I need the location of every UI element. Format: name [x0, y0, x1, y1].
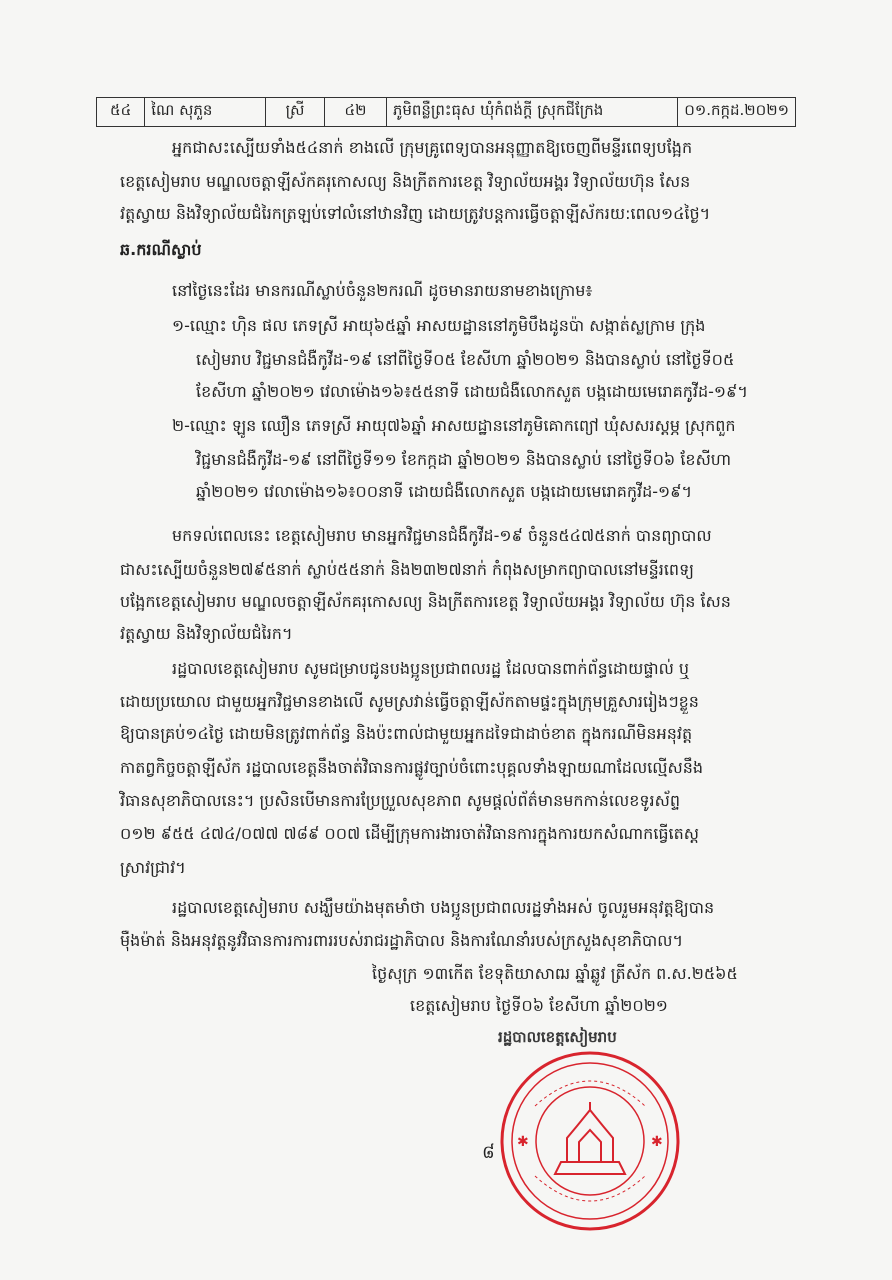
para2-line: មកទល់ពេលនេះ ខេត្តសៀមរាប មានអ្នកវិជ្ជមានជំងឺកូវីដ-១៩ ចំនួន៥៤៧៥នាក់ បានព្យាបាល [172, 526, 712, 545]
case1-line: ១-ឈ្មោះ ហ៊ិន ផល ភេទស្រី អាយុ៦៥ឆ្នាំ អាសយដ្ឋាននៅភូមិបឹងដូនប៉ា សង្កាត់ស្លក្រាម ក្រុង [172, 316, 706, 335]
table-cell-age: ៤២ [325, 98, 387, 127]
date-lunar: ថ្ងៃសុក្រ ១៣កើត ខែទុតិយាសាឍ ឆ្នាំឆ្លូវ ត្រីស័ក ព.ស.២៥៦៥ [372, 964, 738, 983]
table-cell-sex: ស្រី [265, 98, 325, 127]
table-cell-date: ០១.កក្កដ.២០២១ [678, 98, 796, 127]
case-table [96, 97, 796, 127]
para1-line: វត្តស្វាយ និងវិទ្យាល័យជំរៃកត្រឡប់ទៅលំនៅឋានវិញ ដោយត្រូវបន្តការធ្វើចត្តាឡីស័ករយ:ពេល១៤ថ្ងៃ។ [120, 204, 711, 223]
case1-line: ខែសីហា ឆ្នាំ២០២១ វេលាម៉ោង១៦៖៥៥នាទី ដោយជំងឺលោកសួត បង្កដោយមេរោគកូវីដ-១៩។ [196, 382, 748, 401]
case2-line: ២-ឈ្មោះ ឡូន ឈឿន ភេទស្រី អាយុ៧៦ឆ្នាំ អាសយដ្ឋាននៅភូមិគោកព្យៅ ឃុំសសរស្តម្ភ ស្រុកពួក [172, 416, 736, 435]
case1-line: សៀមរាប វិជ្ជមានជំងឺកូវីដ-១៩ នៅពីថ្ងៃទី០៥ ខែសីហា ឆ្នាំ២០២១ និងបានស្លាប់ នៅថ្ងៃទី០៥ [196, 350, 735, 369]
para3-line: រដ្ឋបាលខេត្តសៀមរាប សូមជម្រាបជូនបងប្អូនប្រជាពលរដ្ឋ ដែលបានពាក់ព័ន្ធដោយផ្ទាល់ ឬ [172, 659, 690, 678]
para2-line: វត្តស្វាយ និងវិទ្យាល័យជំរៃក។ [120, 624, 293, 643]
table-cell-name: ណៃ សុភួន [145, 98, 266, 127]
para4-line: ម៉ឺងម៉ាត់ និងអនុវត្តនូវវិធានការការពាររបស់រាជរដ្ឋាភិបាល និងការណែនាំរបស់ក្រសួងសុខាភិបាល។ [120, 931, 683, 950]
svg-text:✱: ✱ [517, 1134, 529, 1150]
section-heading: ឆ.ករណីស្លាប់ [120, 240, 202, 259]
para4-line: រដ្ឋបាលខេត្តសៀមរាប សង្ឃឹមយ៉ាងមុតមាំថា បងប្អូនប្រជាពលរដ្ឋទាំងអស់ ចូលរួមអនុវត្តឱ្យបាន [172, 898, 715, 917]
seal-title: រដ្ឋបាលខេត្តសៀមរាប [498, 1028, 617, 1046]
para2-line: ជាសះស្បើយចំនួន២៧៩៥នាក់ ស្លាប់៥៥នាក់ និង២៣២៧នាក់ កំពុងសម្រាកព្យាបាលនៅមន្ទីរពេទ្យ [120, 560, 695, 579]
para3-line: ស្រាវជ្រាវ។ [120, 858, 186, 877]
table-cell-number: ៥៤ [97, 98, 145, 127]
para3-line: ឱ្យបានគ្រប់១៤ថ្ងៃ ដោយមិនត្រូវពាក់ព័ន្ធ និងប៉ះពាល់ជាមួយអ្នកដទៃជាដាច់ខាត ក្នុងករណីមិនអនុវត្ត [120, 724, 693, 743]
table-row [97, 98, 796, 127]
official-seal-stamp [495, 1046, 685, 1236]
para3-line: កាតព្វកិច្ចចត្តាឡីស័ក រដ្ឋបាលខេត្តនឹងចាត់វិធានការផ្លូវច្បាប់ចំពោះបុគ្គលទាំងឡាយណាដែលល្មើសនឹង [120, 758, 704, 777]
table-cell-address: ភូមិពន្លឺព្រះធុស ឃុំកំពង់ក្តី ស្រុកជីក្រែង [386, 98, 677, 127]
date-solar: ខេត្តសៀមរាប ថ្ងៃទី០៦ ខែសីហា ឆ្នាំ២០២១ [410, 996, 668, 1015]
page-number: ៨ [482, 1142, 495, 1163]
case2-line: ឆ្នាំ២០២១ វេលាម៉ោង១៦៖០០នាទី ដោយជំងឺលោកសួត បង្កដោយមេរោគកូវីដ-១៩។ [196, 482, 693, 501]
svg-text:✱: ✱ [651, 1134, 663, 1150]
para1-line: អ្នកជាសះស្បើយទាំង៥៤នាក់ ខាងលើ ក្រុមគ្រូពេទ្យបានអនុញ្ញាតឱ្យចេញពីមន្ទីរពេទ្យបង្អែក [172, 138, 693, 157]
para3-line: ដោយប្រយោល ជាមួយអ្នកវិជ្ជមានខាងលើ សូមស្រវាន់ធ្វើចត្តាឡីស័កតាមផ្ទះក្នុងក្រុមគ្រួសាររៀងៗខ្លួន [120, 692, 699, 711]
intro-line: នៅថ្ងៃនេះដែរ មានករណីស្លាប់ចំនួន២ករណី ដូចមានរាយនាមខាងក្រោម៖ [172, 281, 593, 300]
para3-line: វិធានសុខាភិបាលនេះ។ ប្រសិនបើមានការប្រែប្រួលសុខភាព សូមផ្តល់ព័ត៌មានមកកាន់លេខទូរស័ព្ទ [120, 791, 681, 810]
para1-line: ខេត្តសៀមរាប មណ្ឌលចត្តាឡីស័កគរុកោសល្យ និងក្រីតការខេត្ត វិទ្យាល័យអង្គរ វិទ្យាល័យហ៊ុន សែន [120, 172, 691, 191]
case2-line: វិជ្ជមានជំងឺកូវីដ-១៩ នៅពីថ្ងៃទី១១ ខែកក្កដា ឆ្នាំ២០២១ និងបានស្លាប់ នៅថ្ងៃទី០៦ ខែសីហា [196, 450, 732, 469]
para3-line: ០១២ ៩៥៥ ៤៧៤/០៧៧ ៧៨៩ ០០៧ ដើម្បីក្រុមការងារចាត់វិធានការក្នុងការយកសំណាកធ្វើតេស្ត [120, 824, 700, 843]
para2-line: បង្អែកខេត្តសៀមរាប មណ្ឌលចត្តាឡីស័កគរុកោសល្យ និងក្រីតការខេត្ត វិទ្យាល័យអង្គរ វិទ្យាល័យ ហ៊ុន សែន [120, 592, 731, 611]
